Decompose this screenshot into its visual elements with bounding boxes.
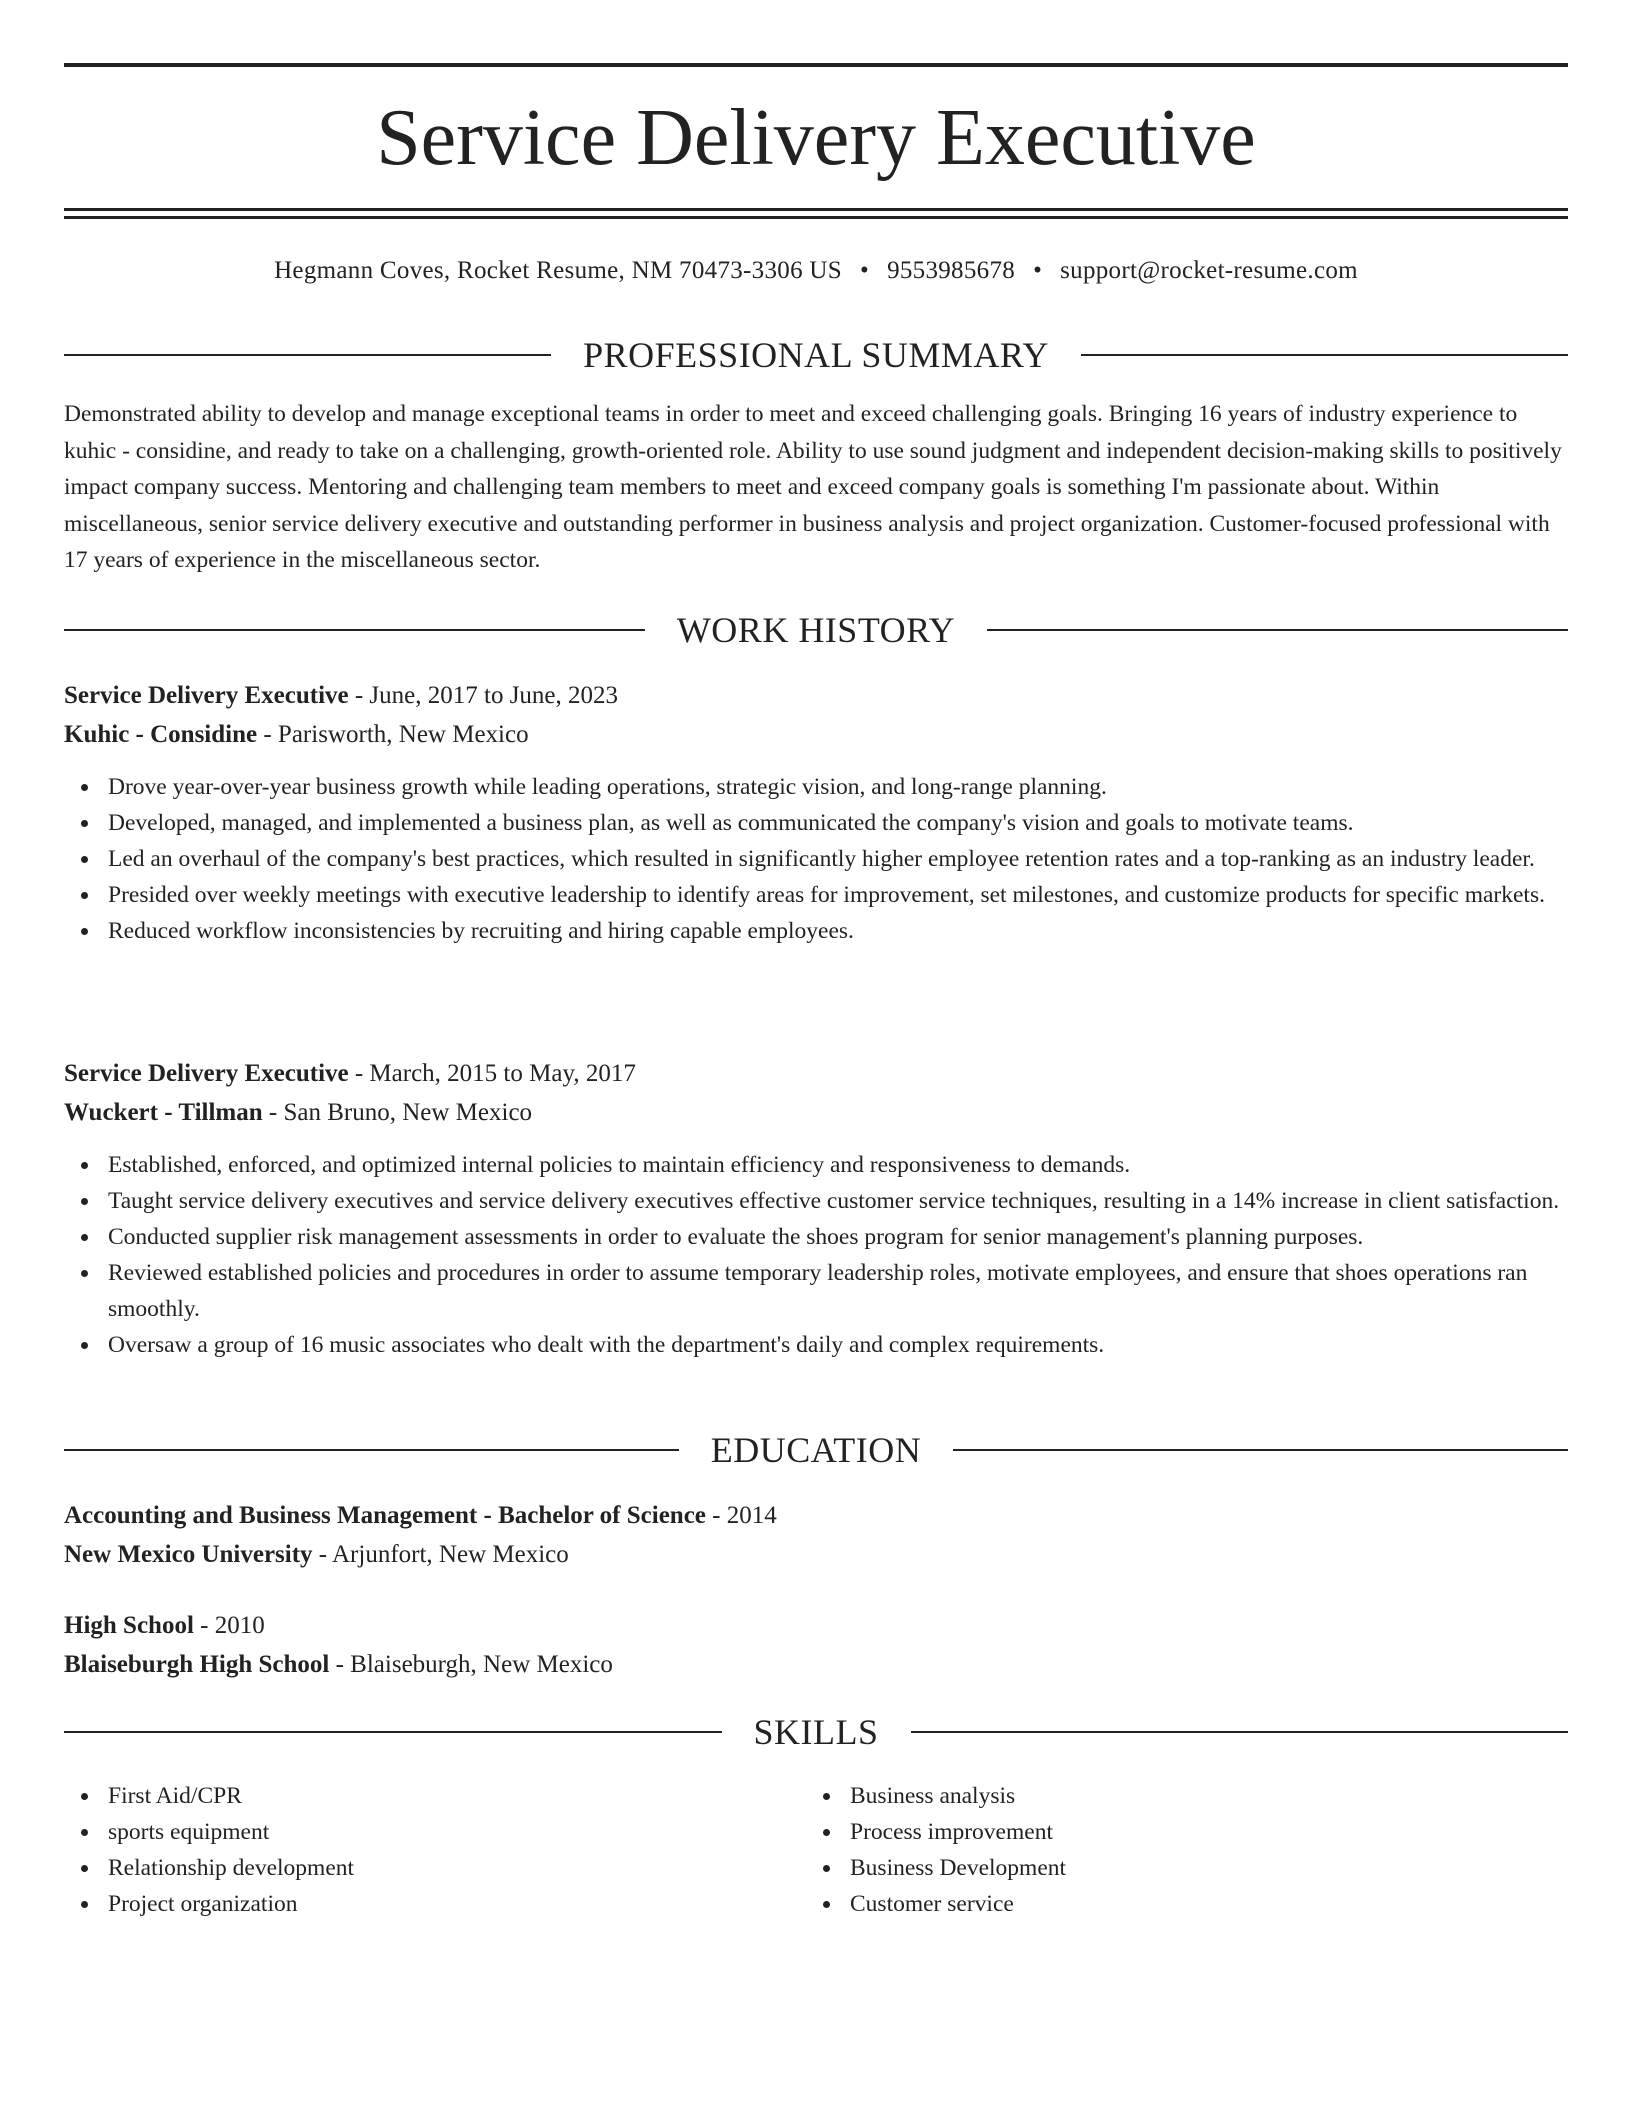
job-dates: - June, 2017 to June, 2023 — [348, 682, 619, 709]
school-location: - Blaiseburgh, New Mexico — [329, 1651, 613, 1678]
skill-item: Process improvement — [850, 1814, 1506, 1850]
education-entry — [64, 1606, 1568, 1684]
job-bullet: Oversaw a group of 16 music associates who dealt with the department's daily and complex requirements. — [108, 1327, 1568, 1363]
job-entry — [64, 1054, 1568, 1363]
school-line — [64, 1535, 1568, 1574]
job-location: - San Bruno, New Mexico — [262, 1099, 533, 1126]
contact-separator: • — [1033, 257, 1043, 284]
education-section-title: EDUCATION — [710, 1430, 922, 1470]
divider-line — [911, 1731, 1569, 1733]
degree-name: High School — [64, 1612, 194, 1639]
job-bullet: Established, enforced, and optimized internal policies to maintain efficiency and responsiveness to demands. — [108, 1147, 1568, 1183]
job-bullet: Presided over weekly meetings with executive leadership to identify areas for improvement, set milestones, and customize products for specific markets. — [108, 877, 1568, 913]
job-entry — [64, 676, 1568, 949]
header-bottom-rule — [64, 208, 1568, 211]
job-bullet: Reviewed established policies and procedures in order to assume temporary leadership roles, motivate employees, and ensure that shoes operations ran smoothly. — [108, 1255, 1568, 1327]
job-bullet: Conducted supplier risk management assessments in order to evaluate the shoes program for senior management's planning purposes. — [108, 1219, 1568, 1255]
school-name: New Mexico University — [64, 1541, 313, 1568]
job-bullet: Led an overhaul of the company's best practices, which resulted in significantly higher employee retention rates and a top-ranking as an industry leader. — [108, 841, 1568, 877]
degree-year: - 2010 — [193, 1612, 265, 1639]
divider-line — [64, 629, 645, 631]
skill-item: First Aid/CPR — [108, 1778, 764, 1814]
header-bottom-rule-second — [64, 216, 1568, 219]
job-bullet: Reduced workflow inconsistencies by recruiting and hiring capable employees. — [108, 913, 1568, 949]
job-title-line — [64, 1054, 1568, 1093]
skill-item: Business Development — [850, 1850, 1506, 1886]
school-name: Blaiseburgh High School — [64, 1651, 330, 1678]
job-company-line — [64, 715, 1568, 754]
skills-left-column — [64, 1778, 764, 1922]
skill-item: Customer service — [850, 1886, 1506, 1922]
skill-item: Project organization — [108, 1886, 764, 1922]
skill-item: Business analysis — [850, 1778, 1506, 1814]
divider-line — [1081, 354, 1568, 356]
degree-line — [64, 1496, 1568, 1535]
job-title: Service Delivery Executive — [64, 1060, 349, 1087]
degree-line — [64, 1606, 1568, 1645]
summary-section-heading — [64, 333, 1568, 377]
skills-list — [64, 1778, 764, 1922]
skills-section-title: SKILLS — [753, 1712, 879, 1752]
job-bullets — [64, 1147, 1568, 1363]
job-company: Wuckert - Tillman — [64, 1099, 263, 1126]
job-company: Kuhic - Considine — [64, 721, 258, 748]
job-bullets — [64, 769, 1568, 949]
education-entry — [64, 1496, 1568, 1574]
header-top-rule — [64, 63, 1568, 67]
job-bullet: Taught service delivery executives and service delivery executives effective customer service techniques, resulting in a 14% increase in client satisfaction. — [108, 1183, 1568, 1219]
job-bullet: Developed, managed, and implemented a business plan, as well as communicated the company's vision and goals to motivate teams. — [108, 805, 1568, 841]
contact-email: support@rocket-resume.com — [1060, 257, 1358, 284]
job-dates: - March, 2015 to May, 2017 — [348, 1060, 636, 1087]
divider-line — [953, 1449, 1568, 1451]
skills-list — [806, 1778, 1506, 1922]
contact-phone: 9553985678 — [887, 257, 1016, 284]
divider-line — [64, 354, 551, 356]
skill-item: Relationship development — [108, 1850, 764, 1886]
school-line — [64, 1645, 1568, 1684]
summary-section-title: PROFESSIONAL SUMMARY — [583, 335, 1049, 375]
candidate-name: Service Delivery Executive — [376, 94, 1256, 182]
job-title-line — [64, 676, 1568, 715]
education-section-heading — [64, 1428, 1568, 1472]
contact-line — [64, 253, 1568, 289]
degree-name: Accounting and Business Management - Bachelor of Science — [64, 1502, 706, 1529]
school-location: - Arjunfort, New Mexico — [312, 1541, 569, 1568]
divider-line — [987, 629, 1568, 631]
skill-item: sports equipment — [108, 1814, 764, 1850]
skills-section-heading — [64, 1710, 1568, 1754]
degree-year: - 2014 — [705, 1502, 777, 1529]
contact-address: Hegmann Coves, Rocket Resume, NM 70473-3306 US — [274, 257, 842, 284]
job-location: - Parisworth, New Mexico — [257, 721, 529, 748]
divider-line — [64, 1449, 679, 1451]
job-bullet: Drove year-over-year business growth while leading operations, strategic vision, and long-range planning. — [108, 769, 1568, 805]
contact-separator: • — [860, 257, 870, 284]
work-section-heading — [64, 608, 1568, 652]
job-title: Service Delivery Executive — [64, 682, 349, 709]
divider-line — [64, 1731, 722, 1733]
skills-right-column — [806, 1778, 1506, 1922]
work-section-title: WORK HISTORY — [676, 610, 956, 650]
summary-text: Demonstrated ability to develop and manage exceptional teams in order to meet and exceed challenging goals. Bringing 16 years of industry experience to kuhic - considine, and ready to take on a challenging, growth-oriented role. Ability to use sound judgment and independent decision-making skills to positively impact company success. Mentoring and challenging team members to meet and exceed company goals is something I'm passionate about. Within miscellaneous, senior service delivery executive and outstanding performer in business analysis and project organization. Customer-focused professional with 17 years of experience in the miscellaneous sector. — [64, 401, 1562, 573]
job-company-line — [64, 1093, 1568, 1132]
